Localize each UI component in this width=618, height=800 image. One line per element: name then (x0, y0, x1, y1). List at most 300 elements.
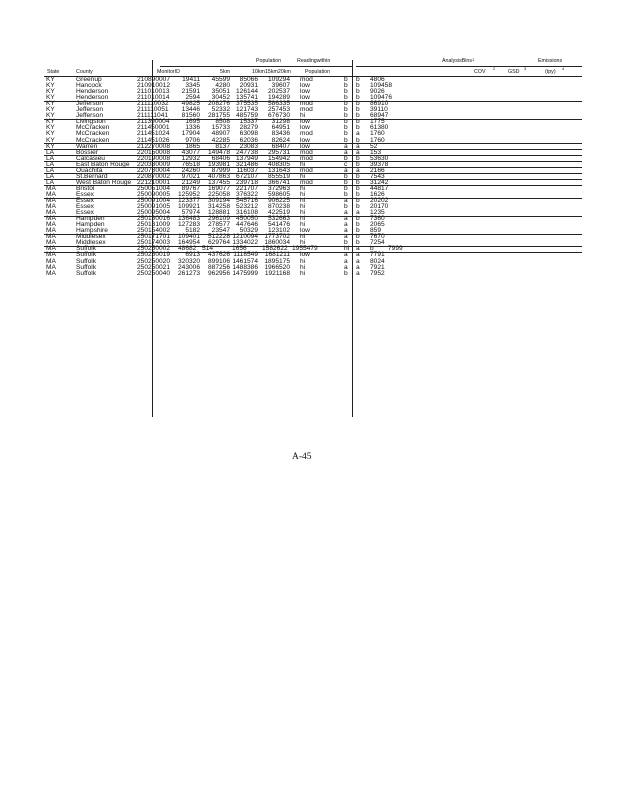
cell-gsd: b (356, 94, 360, 102)
cell-pop-20km: 1895175 (264, 257, 290, 265)
cell-county: Bristol (76, 184, 95, 192)
cell-pop-5km: 24260 (181, 166, 200, 174)
group-rule (44, 119, 582, 120)
cell-pop-20km: 408305 (267, 160, 290, 168)
cell-state: KY (46, 100, 55, 108)
cell-pop-20km: 64951 (271, 124, 290, 132)
cell-pop-15km: 485759 (235, 112, 258, 120)
cell-pop-10km: 314258 (207, 203, 230, 211)
cell-monitor-id: 250130016 (137, 215, 171, 223)
cell-gsd: a (356, 257, 360, 265)
cell-pop-10km: 208276 (207, 100, 230, 108)
cell-emissions: 7360 (370, 215, 385, 223)
cell-monitor-id: 211451026 (137, 136, 170, 144)
cell-reading: hi (300, 215, 306, 223)
cell-monitor-id: 221210001 (137, 178, 171, 186)
cell-reading: hi (300, 172, 306, 180)
cell-pop-10km: 225058 (207, 190, 230, 198)
cell-emissions: 39378 (370, 160, 389, 168)
cell-pop-15km: 376322 (235, 190, 258, 198)
cell-county: Jefferson (76, 100, 104, 108)
cell-pop-20km: 31298 (271, 118, 290, 126)
cell-state: MA (46, 269, 56, 277)
cell-state: MA (46, 245, 56, 253)
cell-gsd: b (356, 124, 360, 132)
cell-emissions: 109458 (370, 82, 393, 90)
cell-county: McCracken (76, 124, 110, 132)
header-cov: COV (474, 69, 486, 75)
cell-cov: b (344, 88, 348, 96)
cell-cov: a (344, 148, 348, 156)
cell-pop-10km: 149478 (207, 148, 230, 156)
cell-pop-20km: 1681211 (264, 251, 290, 259)
cell-pop-5km: 261273 (177, 269, 200, 277)
cell-emissions: 8024 (370, 257, 385, 265)
cell-county: Essex (76, 190, 94, 198)
cell-pop-5km: 109401 (177, 233, 200, 241)
cell-pop-10km: 437626 (207, 251, 230, 259)
cell-county: Hancock (76, 82, 102, 90)
cell-pop-15km: 447646 (235, 221, 258, 229)
cell-reading-pop: 1955479 (292, 245, 318, 253)
cell-pop-20km: 676730 (267, 112, 290, 120)
cell-pop-15km: 135741 (235, 94, 258, 102)
cell-pop-20km: 194289 (267, 94, 290, 102)
cell-pop-15km: 20931 (239, 82, 258, 90)
cell-pop-10km: 128881 (207, 209, 230, 217)
cell-monitor-id: 250091005 (137, 203, 171, 211)
cell-pop-5km: 127283 (177, 221, 200, 229)
cell-pop-5km: 17904 (181, 130, 200, 138)
cell-pop-10km: 962956 (207, 269, 230, 277)
cell-pop-20km: 131643 (267, 166, 290, 174)
cell-pop-5km: 1336 (185, 124, 200, 132)
cell-pop-5km: 43077 (181, 148, 200, 156)
cell-pop-15km: 321486 (235, 160, 258, 168)
cell-pop-15km: 116037 (236, 166, 258, 174)
cell-emissions: 20202 (370, 197, 389, 204)
cell-state: KY (46, 118, 55, 126)
cell-pop-15km: 1488386 (232, 263, 258, 271)
cell-monitor-id: 211450001 (137, 124, 170, 132)
cell-pop-20km: 83436 (271, 130, 290, 138)
cell-county: St.Bernard (76, 172, 108, 180)
cell-state: MA (46, 184, 56, 192)
group-rule (44, 167, 582, 168)
cell-cov: a (344, 197, 348, 204)
cell-state: MA (46, 251, 56, 259)
cell-cov: b (344, 203, 348, 211)
cell-gsd: b (356, 215, 360, 223)
header-population: Population (256, 58, 282, 64)
cell-pop-10km: 8137 (215, 142, 230, 150)
header-reading-population: Population (305, 69, 331, 75)
cell-pop-20km: 82624 (271, 136, 290, 144)
cell-pop-15km: 1475999 (232, 269, 258, 277)
cell-pop-5km: 76518 (181, 160, 200, 168)
cell-pop-10km: 169077 (207, 184, 230, 192)
cell-state: MA (46, 190, 56, 198)
cell-monitor-id: 250095004 (137, 209, 171, 217)
group-rule (44, 234, 582, 235)
cell-state: MA (46, 257, 56, 265)
cell-state: MA (46, 197, 56, 204)
cell-pop-5km: 12932 (181, 154, 200, 162)
group-rule (44, 161, 582, 162)
cell-reading: low (300, 227, 310, 235)
cell-pop-15km: 15337 (239, 118, 258, 126)
cell-county: Jefferson (76, 106, 104, 114)
cell-pop-20km: 1921168 (264, 269, 290, 277)
cell-pop-5km: 3345 (185, 82, 200, 90)
cell-state: LA (46, 148, 55, 156)
header-5km: 5km (220, 69, 231, 75)
cell-reading: hi (300, 112, 306, 120)
group-rule (44, 155, 582, 156)
cell-gsd: b (356, 203, 360, 211)
cell-gsd: a (356, 251, 360, 259)
cell-gsd: a (356, 209, 360, 217)
cell-gsd: b (356, 233, 360, 241)
cell-state: KY (46, 130, 55, 138)
cell-county: Hampden (76, 215, 105, 223)
cell-pop-10km: 30452 (211, 94, 230, 102)
cell-county: Suffolk (76, 251, 97, 259)
cell-county: Henderson (76, 94, 109, 102)
cell-pop-5km: 21249 (181, 178, 200, 186)
cell-state: MA (46, 233, 56, 241)
cell-cov: b (344, 136, 348, 144)
cell-cov: a (356, 245, 360, 253)
cell-state: KY (46, 142, 55, 150)
cell-pop-5km: 19411 (182, 76, 200, 83)
cell-monitor-id: 211110051 (137, 106, 169, 114)
cell-reading: low (300, 251, 310, 259)
cell-monitor-id: 250051004 (137, 184, 171, 192)
cell-pop-10km: 309194 (207, 197, 230, 204)
cell-reading: low (300, 88, 310, 96)
cell-pop-20km: 586335 (267, 100, 290, 108)
cell-cov: a (344, 215, 348, 223)
cell-cov: b (344, 130, 348, 138)
cell-pop-15km: 85066 (239, 76, 258, 83)
cell-reading: hi (300, 190, 306, 198)
cell-pop-5km: 1865 (185, 142, 200, 150)
cell-county: Bossier (76, 148, 98, 156)
cell-gsd: a (356, 142, 360, 150)
cell-pop-20km: 123102 (267, 227, 290, 235)
cell-state: LA (46, 178, 55, 186)
cell-state: KY (46, 82, 55, 90)
cell-state: MA (46, 263, 56, 271)
cell-gsd: a (356, 130, 360, 138)
cell-pop-5km: 9706 (185, 136, 200, 144)
cell-state: MA (46, 227, 56, 235)
cell-pop-10km: 8508 (215, 118, 230, 126)
cell-pop-5km: 49825 (181, 100, 200, 108)
cell-cov: a (344, 257, 348, 265)
cell-pop-15km: 63098 (239, 130, 258, 138)
cell-reading: hi (300, 197, 306, 204)
cell-monitor-id: 211110032 (137, 100, 169, 108)
cell-pop-5km: 48682 (178, 245, 197, 253)
cell-reading: low (300, 118, 310, 126)
cell-cov: b (344, 269, 348, 277)
cell-pop-10km: 514 (202, 245, 214, 253)
cell-pop-10km: 45599 (211, 76, 230, 83)
cell-monitor-id: 250171701 (137, 233, 171, 241)
cell-pop-10km: 137455 (207, 178, 230, 186)
cell-pop-20km: 68407 (271, 142, 290, 150)
cell-emissions: 61380 (370, 124, 389, 132)
cell-county: Essex (76, 197, 94, 204)
cell-pop-15km: 1656 (232, 245, 247, 253)
header-gsd: GSD (508, 69, 520, 75)
cell-reading: hi (300, 233, 306, 241)
cell-pop-20km: 422519 (267, 209, 290, 217)
cell-pop-5km: 57974 (181, 209, 200, 217)
cell-gsd: b (356, 88, 360, 96)
cell-cov: b (344, 190, 348, 198)
cell-state: KY (46, 136, 55, 144)
header-county: County (76, 69, 93, 75)
cell-reading: low (300, 82, 310, 90)
cell-pop-15km: 375535 (235, 100, 258, 108)
cell-monitor-id: 250250020 (137, 257, 171, 265)
cell-reading: low (300, 124, 310, 132)
cell-county: Calcasieu (76, 154, 105, 162)
cell-emissions: 7543 (370, 172, 385, 180)
cell-reading: low (300, 142, 310, 150)
cell-cov: a (344, 233, 348, 241)
cell-pop-5km: 6913 (185, 251, 200, 259)
cell-county: Jefferson (76, 112, 104, 120)
cell-state: LA (46, 160, 55, 168)
cell-pop-15km: 545716 (235, 197, 258, 204)
cell-state: MA (46, 239, 56, 247)
cell-monitor-id: 210910012 (137, 82, 171, 90)
cell-pop-20km: 541476 (267, 221, 290, 229)
cell-pop-15km: 672107 (235, 172, 258, 180)
cell-pop-5km: 5182 (185, 227, 200, 235)
header-footnote-2: 2 (493, 66, 496, 71)
cell-county: Middlesex (76, 233, 106, 241)
cell-pop-20km: 39607 (271, 82, 290, 90)
cell-cov: b (344, 154, 348, 162)
cell-cov: b (344, 184, 348, 192)
group-rule (44, 246, 582, 247)
cell-pop-5km: 164954 (177, 239, 200, 247)
cell-pop-20km: 372963 (267, 184, 290, 192)
cell-monitor-id: 250250019 (137, 251, 171, 259)
cell-cov: b (344, 82, 348, 90)
cell-emissions: 859 (370, 227, 382, 235)
cell-gsd: b (356, 118, 360, 126)
cell-state: MA (46, 221, 56, 229)
cell-emissions: 2166 (370, 166, 385, 174)
cell-state: KY (46, 106, 55, 114)
group-rule (44, 143, 582, 144)
cell-pop-15km: 239718 (235, 178, 258, 186)
cell-county: East Baton Rouge (76, 160, 130, 168)
cell-pop-15km: 1118549 (233, 251, 258, 259)
cell-gsd: b (356, 106, 360, 114)
cell-pop-20km: 257453 (267, 106, 290, 114)
cell-emissions: 2065 (370, 221, 385, 229)
cell-reading: hi (300, 239, 306, 247)
cell-state: KY (46, 94, 55, 102)
cell-pop-15km: 1461574 (232, 257, 258, 265)
cell-reading: low (300, 136, 310, 144)
cell-pop-10km: 4280 (215, 82, 230, 90)
header-state: State (47, 69, 60, 75)
cell-pop-10km: 278577 (207, 221, 230, 229)
cell-cov: b (344, 100, 348, 108)
cell-reading: hi (300, 184, 306, 192)
cell-emissions: 20170 (370, 203, 389, 211)
group-rule (44, 185, 582, 186)
cell-emissions: 1775 (370, 118, 385, 126)
cell-pop-5km: 1695 (185, 118, 200, 126)
cell-cov: b (344, 76, 348, 83)
cell-pop-10km: 296109 (207, 215, 230, 223)
cell-emissions: 31242 (370, 178, 389, 186)
cell-pop-5km: 21591 (181, 88, 200, 96)
cell-pop-5km: 123377 (177, 197, 200, 204)
cell-county: Suffolk (76, 257, 97, 265)
cell-pop-5km: 13446 (181, 106, 200, 114)
header-footnote-4: 4 (562, 66, 565, 71)
cell-reading: mod (300, 154, 313, 162)
group-rule (44, 173, 582, 174)
cell-pop-10km: 42285 (211, 136, 230, 144)
cell-monitor-id: 211390004 (137, 118, 170, 126)
cell-state: KY (46, 76, 55, 83)
header-monitor-id: MonitorID (157, 69, 180, 75)
cell-pop-20km: 1582622 (262, 245, 288, 253)
cell-pop-15km: 62036 (239, 136, 258, 144)
cell-reading: low (300, 94, 310, 102)
cell-reading: mod (300, 76, 313, 83)
cell-pop-15km: 450050 (235, 215, 258, 223)
cell-reading: hi (300, 203, 306, 211)
cell-emissions: 7999 (388, 245, 403, 253)
cell-reading: hi (300, 263, 306, 271)
cell-pop-5km: 320320 (177, 257, 200, 265)
page-number: A-45 (292, 452, 312, 462)
cell-monitor-id: 250091004 (137, 197, 171, 204)
header-footnote-1: 1 (472, 57, 475, 62)
cell-pop-10km: 48907 (211, 130, 230, 138)
cell-emissions: 7921 (370, 263, 385, 271)
cell-state: KY (46, 124, 55, 132)
header-analysis-bins: AnalysisBins (442, 58, 473, 64)
cell-emissions: 53630 (370, 154, 389, 162)
cell-pop-15km: 1210094 (232, 233, 258, 241)
cell-monitor-id: 220190008 (137, 154, 171, 162)
cell-pop-10km: 15733 (211, 124, 230, 132)
cell-pop-10km: 629764 (207, 239, 230, 247)
cell-county: Suffolk (76, 263, 97, 271)
cell-pop-15km: 523212 (235, 203, 258, 211)
cell-gsd: b (356, 100, 360, 108)
cell-cov: b (344, 124, 348, 132)
cell-pop-15km: 137949 (235, 154, 258, 162)
cell-gsd: a (356, 148, 360, 156)
cell-pop-15km: 247738 (235, 148, 258, 156)
cell-pop-5km: 89767 (181, 184, 200, 192)
cell-monitor-id: 250154002 (137, 227, 171, 235)
cell-emissions: 1760 (370, 136, 385, 144)
cell-emissions: 68947 (370, 112, 389, 120)
cell-gsd: b (356, 197, 360, 204)
header-tpy: (tpy) (545, 69, 556, 75)
cell-cov: b (344, 94, 348, 102)
cell-state: MA (46, 209, 56, 217)
cell-gsd: b (356, 172, 360, 180)
cell-pop-20km: 1966520 (264, 263, 290, 271)
cell-pop-20km: 295731 (267, 148, 290, 156)
cell-emissions: 7791 (370, 251, 385, 259)
cell-monitor-id: 211010014 (137, 94, 170, 102)
cell-state: MA (46, 215, 56, 223)
cell-pop-20km: 906225 (267, 197, 290, 204)
cell-gsd: b (356, 82, 360, 90)
cell-reading: hi (344, 245, 350, 253)
cell-pop-20km: 202537 (267, 88, 290, 96)
cell-emissions: 7254 (370, 239, 385, 247)
cell-county: Livingston (76, 118, 106, 126)
cell-gsd: a (356, 263, 360, 271)
cell-state: KY (46, 112, 55, 120)
cell-cov: b (344, 239, 348, 247)
group-rule (44, 216, 582, 217)
cell-reading: mod (300, 178, 313, 186)
cell-emissions: 1626 (370, 190, 385, 198)
header-reading-within: Readingwithin (297, 58, 331, 64)
cell-county: Henderson (76, 88, 109, 96)
cell-gsd: b (370, 245, 374, 253)
cell-pop-20km: 598605 (267, 190, 290, 198)
cell-monitor-id: 220330009 (137, 160, 171, 168)
cell-gsd: b (356, 112, 360, 120)
cell-reading: mod (300, 130, 313, 138)
cell-pop-15km: 50329 (239, 227, 258, 235)
cell-state: KY (46, 88, 55, 96)
cell-pop-5km: 243006 (177, 263, 200, 271)
cell-reading: hi (300, 160, 306, 168)
cell-pop-20km: 154942 (267, 154, 290, 162)
cell-county: McCracken (76, 130, 110, 138)
cell-reading: mod (300, 106, 313, 114)
header-10-15-20km: 10km15km20km (252, 69, 291, 75)
cell-county: Middlesex (76, 239, 106, 247)
cell-cov: a (344, 166, 348, 174)
cell-pop-15km: 221707 (235, 184, 258, 192)
cell-county: Warren (76, 142, 98, 150)
cell-pop-10km: 887256 (207, 263, 230, 271)
cell-pop-20km: 1860034 (264, 239, 290, 247)
cell-gsd: b (356, 136, 360, 144)
cell-gsd: b (356, 239, 360, 247)
cell-emissions: 153 (370, 148, 382, 156)
cell-pop-10km: 512228 (207, 233, 230, 241)
cell-gsd: b (356, 227, 360, 235)
cell-county: West Baton Rouge (76, 178, 132, 186)
cell-reading: hi (300, 257, 306, 265)
cell-emissions: 7952 (370, 269, 385, 277)
cell-monitor-id: 250174003 (137, 239, 171, 247)
